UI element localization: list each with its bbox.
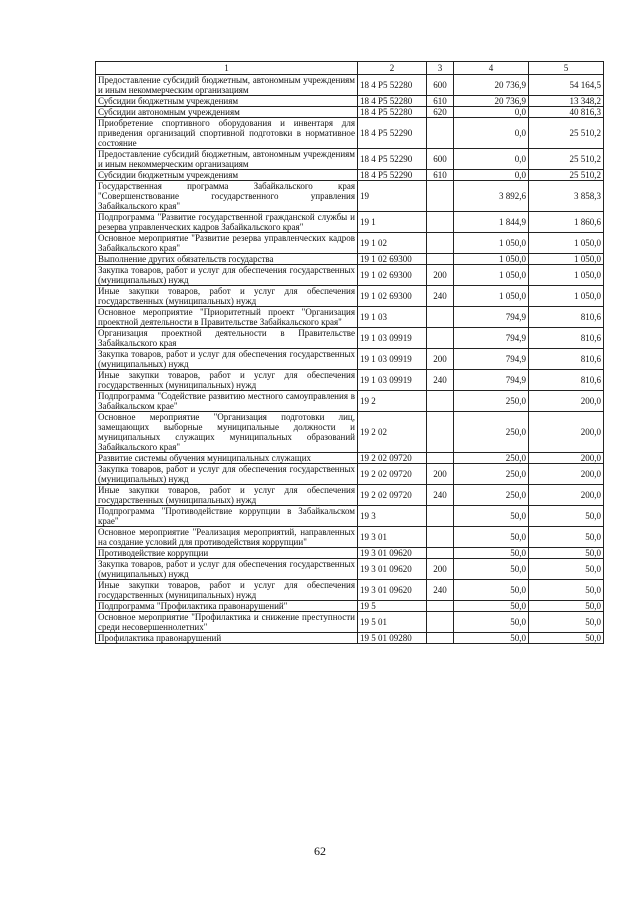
row-amount-1: 250,0 xyxy=(454,412,529,453)
row-amount-2: 50,0 xyxy=(529,506,604,527)
row-amount-1: 0,0 xyxy=(454,149,529,170)
row-name: Закупка товаров, работ и услуг для обеспечения государственных (муниципальных) нужд xyxy=(96,464,358,485)
row-code: 18 4 P5 52290 xyxy=(358,170,427,181)
row-expense-type xyxy=(427,548,454,559)
row-code: 19 1 03 09919 xyxy=(358,328,427,349)
row-amount-1: 3 892,6 xyxy=(454,181,529,212)
table-row xyxy=(96,149,604,170)
row-code: 19 3 01 09620 xyxy=(358,580,427,601)
row-expense-type: 200 xyxy=(427,265,454,286)
table-row xyxy=(96,307,604,328)
row-amount-2: 25 510,2 xyxy=(529,149,604,170)
table-row xyxy=(96,391,604,412)
row-expense-type: 610 xyxy=(427,170,454,181)
row-code: 19 5 01 09280 xyxy=(358,633,427,644)
table-row xyxy=(96,559,604,580)
table-row xyxy=(96,349,604,370)
row-amount-2: 200,0 xyxy=(529,453,604,464)
row-expense-type xyxy=(427,527,454,548)
col-header-amount-2: 5 xyxy=(529,62,604,75)
row-expense-type: 600 xyxy=(427,75,454,96)
row-amount-1: 1 050,0 xyxy=(454,265,529,286)
table-row xyxy=(96,328,604,349)
row-amount-2: 1 050,0 xyxy=(529,286,604,307)
row-amount-1: 1 050,0 xyxy=(454,286,529,307)
row-name: Приобретение спортивного оборудования и инвентаря для приведения организаций спортивной подготовки в нормативное состояние xyxy=(96,118,358,149)
row-expense-type xyxy=(427,212,454,233)
row-amount-1: 20 736,9 xyxy=(454,96,529,107)
row-expense-type xyxy=(427,328,454,349)
row-amount-1: 1 050,0 xyxy=(454,233,529,254)
row-code: 19 2 02 xyxy=(358,412,427,453)
row-expense-type xyxy=(427,612,454,633)
row-expense-type xyxy=(427,633,454,644)
row-expense-type: 620 xyxy=(427,107,454,118)
row-name: Иные закупки товаров, работ и услуг для обеспечения государственных (муниципальных) нужд xyxy=(96,286,358,307)
row-expense-type xyxy=(427,391,454,412)
row-code: 19 3 xyxy=(358,506,427,527)
table-row xyxy=(96,506,604,527)
row-expense-type xyxy=(427,601,454,612)
row-amount-2: 50,0 xyxy=(529,527,604,548)
table-row xyxy=(96,212,604,233)
row-code: 19 2 02 09720 xyxy=(358,485,427,506)
row-expense-type: 240 xyxy=(427,580,454,601)
row-name: Закупка товаров, работ и услуг для обеспечения государственных (муниципальных) нужд xyxy=(96,559,358,580)
row-expense-type xyxy=(427,453,454,464)
row-amount-2: 50,0 xyxy=(529,633,604,644)
row-code: 19 1 02 69300 xyxy=(358,254,427,265)
row-name: Основное мероприятие "Организация подготовки лиц, замещающих выборные муниципальные должности и муниципальных служащих муниципальных образований Забайкальского края" xyxy=(96,412,358,453)
row-amount-1: 50,0 xyxy=(454,601,529,612)
row-name: Предоставление субсидий бюджетным, автономным учреждениям и иным некоммерческим организациям xyxy=(96,75,358,96)
row-amount-2: 50,0 xyxy=(529,612,604,633)
row-name: Субсидии бюджетным учреждениям xyxy=(96,170,358,181)
row-name: Организация проектной деятельности в Правительстве Забайкальского края xyxy=(96,328,358,349)
row-code: 18 4 P5 52290 xyxy=(358,149,427,170)
row-expense-type xyxy=(427,254,454,265)
row-amount-1: 50,0 xyxy=(454,633,529,644)
table-row xyxy=(96,107,604,118)
row-expense-type: 240 xyxy=(427,370,454,391)
row-amount-2: 200,0 xyxy=(529,412,604,453)
row-amount-2: 3 858,3 xyxy=(529,181,604,212)
table-row xyxy=(96,254,604,265)
row-amount-2: 25 510,2 xyxy=(529,118,604,149)
row-name: Основное мероприятие "Профилактика и снижение преступности среди несовершеннолетних" xyxy=(96,612,358,633)
row-expense-type: 200 xyxy=(427,559,454,580)
table-row xyxy=(96,286,604,307)
table-row xyxy=(96,118,604,149)
row-amount-2: 200,0 xyxy=(529,464,604,485)
row-expense-type: 610 xyxy=(427,96,454,107)
table-row xyxy=(96,612,604,633)
row-amount-2: 200,0 xyxy=(529,485,604,506)
row-amount-1: 794,9 xyxy=(454,328,529,349)
row-code: 19 1 03 xyxy=(358,307,427,328)
row-amount-2: 1 050,0 xyxy=(529,254,604,265)
row-amount-1: 794,9 xyxy=(454,349,529,370)
table-row xyxy=(96,485,604,506)
table-row xyxy=(96,96,604,107)
row-name: Закупка товаров, работ и услуг для обеспечения государственных (муниципальных) нужд xyxy=(96,349,358,370)
row-amount-2: 810,6 xyxy=(529,370,604,391)
row-name: Развитие системы обучения муниципальных служащих xyxy=(96,453,358,464)
row-code: 19 1 02 69300 xyxy=(358,286,427,307)
row-amount-2: 810,6 xyxy=(529,307,604,328)
row-amount-2: 25 510,2 xyxy=(529,170,604,181)
row-expense-type: 600 xyxy=(427,149,454,170)
row-expense-type xyxy=(427,181,454,212)
row-amount-1: 794,9 xyxy=(454,370,529,391)
row-expense-type xyxy=(427,233,454,254)
table-row xyxy=(96,580,604,601)
row-amount-1: 20 736,9 xyxy=(454,75,529,96)
row-code: 19 5 01 xyxy=(358,612,427,633)
row-code: 19 1 02 xyxy=(358,233,427,254)
table-row xyxy=(96,370,604,391)
row-name: Иные закупки товаров, работ и услуг для обеспечения государственных (муниципальных) нужд xyxy=(96,485,358,506)
row-expense-type: 240 xyxy=(427,286,454,307)
budget-table xyxy=(95,61,604,644)
table-row xyxy=(96,233,604,254)
row-name: Иные закупки товаров, работ и услуг для обеспечения государственных (муниципальных) нужд xyxy=(96,370,358,391)
row-code: 18 4 P5 52280 xyxy=(358,96,427,107)
table-row xyxy=(96,265,604,286)
row-amount-2: 810,6 xyxy=(529,349,604,370)
table-row xyxy=(96,75,604,96)
row-amount-1: 50,0 xyxy=(454,548,529,559)
row-name: Противодействие коррупции xyxy=(96,548,358,559)
row-amount-1: 250,0 xyxy=(454,485,529,506)
row-code: 19 1 02 69300 xyxy=(358,265,427,286)
row-code: 19 1 xyxy=(358,212,427,233)
row-code: 19 3 01 09620 xyxy=(358,548,427,559)
table-header-row xyxy=(96,62,604,75)
row-amount-1: 0,0 xyxy=(454,170,529,181)
row-amount-2: 13 348,2 xyxy=(529,96,604,107)
table-row xyxy=(96,412,604,453)
col-header-name: 1 xyxy=(96,62,358,75)
row-code: 19 2 02 09720 xyxy=(358,464,427,485)
row-name: Подпрограмма "Противодействие коррупции в Забайкальском крае" xyxy=(96,506,358,527)
row-amount-2: 200,0 xyxy=(529,391,604,412)
table-row xyxy=(96,170,604,181)
row-code: 19 1 03 09919 xyxy=(358,370,427,391)
table-row xyxy=(96,527,604,548)
row-amount-1: 0,0 xyxy=(454,118,529,149)
table-row xyxy=(96,453,604,464)
row-amount-1: 1 844,9 xyxy=(454,212,529,233)
row-amount-2: 50,0 xyxy=(529,580,604,601)
row-amount-2: 1 050,0 xyxy=(529,265,604,286)
col-header-vr: 3 xyxy=(427,62,454,75)
table-row xyxy=(96,548,604,559)
table-row xyxy=(96,464,604,485)
row-amount-1: 50,0 xyxy=(454,612,529,633)
table-body xyxy=(96,75,604,644)
row-name: Подпрограмма "Содействие развитию местного самоуправления в Забайкальском крае" xyxy=(96,391,358,412)
row-name: Государственная программа Забайкальского края "Совершенствование государственного управления Забайкальского края" xyxy=(96,181,358,212)
row-name: Профилактика правонарушений xyxy=(96,633,358,644)
row-name: Субсидии бюджетным учреждениям xyxy=(96,96,358,107)
row-code: 19 1 03 09919 xyxy=(358,349,427,370)
row-code: 19 2 xyxy=(358,391,427,412)
row-name: Предоставление субсидий бюджетным, автономным учреждениям и иным некоммерческим организациям xyxy=(96,149,358,170)
row-name: Субсидии автономным учреждениям xyxy=(96,107,358,118)
table-row xyxy=(96,181,604,212)
row-amount-1: 50,0 xyxy=(454,559,529,580)
row-amount-2: 50,0 xyxy=(529,548,604,559)
row-expense-type xyxy=(427,307,454,328)
row-amount-2: 1 860,6 xyxy=(529,212,604,233)
row-amount-2: 50,0 xyxy=(529,601,604,612)
row-code: 18 4 P5 52280 xyxy=(358,75,427,96)
row-amount-2: 1 050,0 xyxy=(529,233,604,254)
row-name: Основное мероприятие "Приоритетный проект "Организация проектной деятельности в Правительстве Забайкальского края" xyxy=(96,307,358,328)
row-name: Закупка товаров, работ и услуг для обеспечения государственных (муниципальных) нужд xyxy=(96,265,358,286)
row-amount-2: 810,6 xyxy=(529,328,604,349)
row-amount-2: 50,0 xyxy=(529,559,604,580)
row-name: Выполнение других обязательств государства xyxy=(96,254,358,265)
page-number: 62 xyxy=(314,844,326,858)
row-code: 19 2 02 09720 xyxy=(358,453,427,464)
row-name: Иные закупки товаров, работ и услуг для обеспечения государственных (муниципальных) нужд xyxy=(96,580,358,601)
col-header-amount-1: 4 xyxy=(454,62,529,75)
row-amount-1: 0,0 xyxy=(454,107,529,118)
row-code: 19 5 xyxy=(358,601,427,612)
row-code: 19 xyxy=(358,181,427,212)
col-header-code: 2 xyxy=(358,62,427,75)
row-amount-1: 250,0 xyxy=(454,464,529,485)
row-amount-1: 794,9 xyxy=(454,307,529,328)
row-expense-type: 200 xyxy=(427,349,454,370)
row-expense-type: 240 xyxy=(427,485,454,506)
row-expense-type xyxy=(427,118,454,149)
row-code: 18 4 P5 52290 xyxy=(358,118,427,149)
row-code: 19 3 01 09620 xyxy=(358,559,427,580)
row-amount-1: 50,0 xyxy=(454,506,529,527)
row-amount-1: 50,0 xyxy=(454,527,529,548)
row-expense-type: 200 xyxy=(427,464,454,485)
row-expense-type xyxy=(427,506,454,527)
table-row xyxy=(96,601,604,612)
row-name: Подпрограмма "Профилактика правонарушений" xyxy=(96,601,358,612)
row-name: Основное мероприятие "Развитие резерва управленческих кадров Забайкальского края" xyxy=(96,233,358,254)
table-row xyxy=(96,633,604,644)
row-amount-2: 40 816,3 xyxy=(529,107,604,118)
row-expense-type xyxy=(427,412,454,453)
row-name: Подпрограмма "Развитие государственной гражданской службы и резерва управленческих кадров Забайкальского края" xyxy=(96,212,358,233)
row-amount-1: 250,0 xyxy=(454,391,529,412)
row-code: 18 4 P5 52280 xyxy=(358,107,427,118)
row-name: Основное мероприятие "Реализация мероприятий, направленных на создание условий для противодействия коррупции" xyxy=(96,527,358,548)
row-amount-2: 54 164,5 xyxy=(529,75,604,96)
row-amount-1: 1 050,0 xyxy=(454,254,529,265)
row-amount-1: 50,0 xyxy=(454,580,529,601)
row-code: 19 3 01 xyxy=(358,527,427,548)
row-amount-1: 250,0 xyxy=(454,453,529,464)
